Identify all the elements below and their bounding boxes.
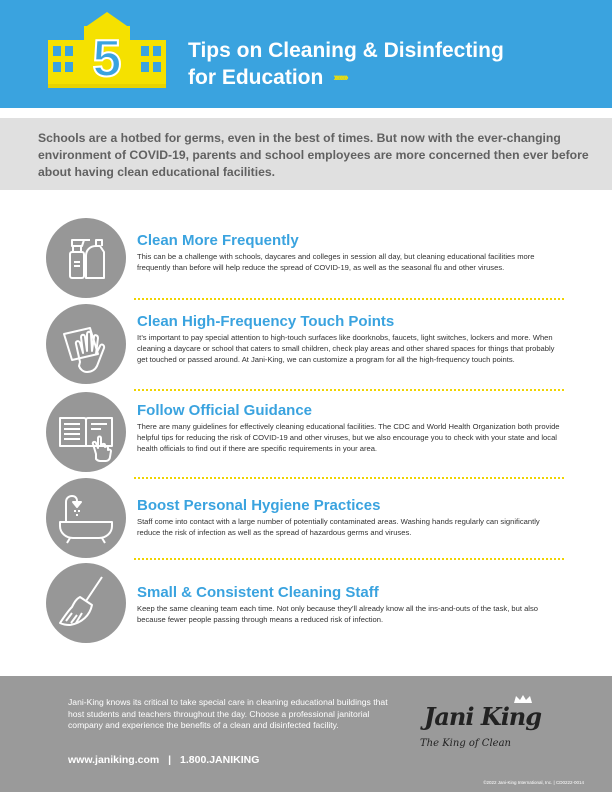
spray-bottle-icon bbox=[46, 218, 126, 298]
bathtub-shower-icon bbox=[46, 478, 126, 558]
open-book-icon bbox=[46, 392, 126, 472]
tip-title: Clean High-Frequency Touch Points bbox=[137, 313, 395, 330]
tip-body: Staff come into contact with a large number of potentially contaminated areas. Washing hands regularly can significantly reduce the risk of infection as well as the spread of hazardous germs and viruses. bbox=[137, 517, 540, 538]
intro-text: Schools are a hotbed for germs, even in the best of times. But now with the ever-changing environment of COVID-19, parents and school employees are more concerned then ever before about having clean educational facilities. bbox=[38, 131, 589, 179]
tip-icon-circle bbox=[46, 392, 126, 472]
tip-body: Keep the same cleaning team each time. Not only because they’ll already know all the ins-and-outs of the task, but also because fewer people passing through means a reduced risk of infection. bbox=[137, 604, 539, 625]
tip-title: Boost Personal Hygiene Practices bbox=[137, 497, 381, 514]
tip-title: Small & Consistent Cleaning Staff bbox=[137, 584, 379, 601]
page-title-line1: Tips on Cleaning & Disinfecting bbox=[188, 39, 504, 62]
website-link[interactable]: www.janiking.com bbox=[68, 754, 160, 766]
contact-separator: | bbox=[168, 754, 172, 766]
tip-title: Clean More Frequently bbox=[137, 232, 299, 249]
page-title bbox=[188, 37, 504, 92]
dotted-divider bbox=[134, 558, 564, 560]
logo-wordmark: Jani King bbox=[424, 702, 542, 731]
tip-body: There are many guidelines for effectively cleaning educational facilities. The CDC and World Health Organization both provide helpful tips for reducing the risk of COVID-19 and other viruses, but we also encourage you to check with your state and local health officials to find out if there are specific requirements in your area. bbox=[137, 422, 560, 454]
tip-icon-circle bbox=[46, 218, 126, 298]
header-number: 5 bbox=[92, 30, 122, 88]
jani-king-logo bbox=[414, 694, 564, 764]
tip-title: Follow Official Guidance bbox=[137, 402, 313, 419]
header-banner bbox=[0, 0, 612, 108]
tip-body: This can be a challenge with schools, daycares and colleges in session all day, but cleaning educational facilities more frequently than before will help reduce the spread of COVID-19, as well as the seasonal flu and other viruses. bbox=[137, 252, 535, 273]
chevrons-icon: ›››››››› bbox=[333, 71, 347, 84]
copyright-text: ©2022 Jani-King International, Inc. | CD0222-0014 bbox=[483, 780, 584, 785]
footer-text: Jani-King knows its critical to take special care in cleaning educational buildings that host students and teachers throughout the day. Choose a professional janitorial company and experience the benefits of a clean and disinfected facility. bbox=[68, 697, 388, 731]
page-title-line2: for Education bbox=[188, 66, 324, 89]
footer-contact bbox=[68, 754, 259, 766]
intro-panel bbox=[0, 118, 612, 190]
broom-icon bbox=[46, 563, 126, 643]
phone-number[interactable]: 1.800.JANIKING bbox=[180, 754, 260, 766]
tip-icon-circle bbox=[46, 563, 126, 643]
dotted-divider bbox=[134, 389, 564, 391]
dotted-divider bbox=[134, 477, 564, 479]
tip-icon-circle bbox=[46, 304, 126, 384]
glove-cloth-icon bbox=[46, 304, 126, 384]
school-building-icon bbox=[48, 12, 166, 92]
tip-body: It’s important to pay special attention to high-touch surfaces like doorknobs, faucets, light switches, lockers and more. When cleaning a daycare or school that caters to small children, check play areas and other shared spaces for things that probably get touched or passed around. At Jani-King, we can customize a program for all the high-frequency touch points. bbox=[137, 333, 555, 365]
tip-icon-circle bbox=[46, 478, 126, 558]
logo-tagline: The King of Clean bbox=[420, 738, 511, 749]
dotted-divider bbox=[134, 298, 564, 300]
footer bbox=[0, 676, 612, 792]
